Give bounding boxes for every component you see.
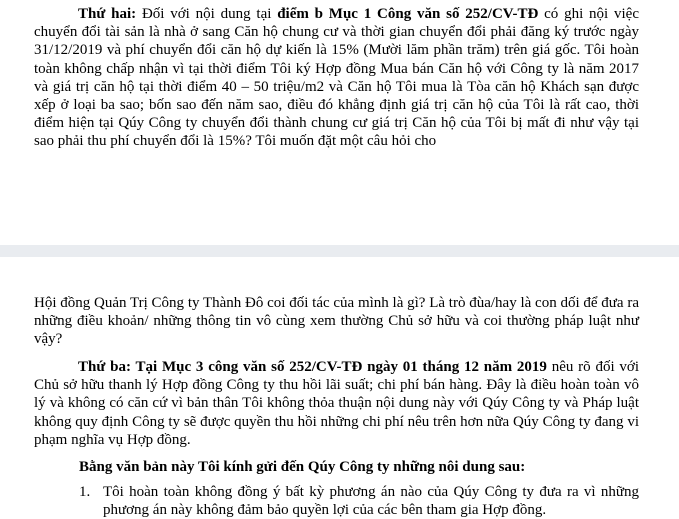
document-page-2 (0, 257, 679, 519)
list-number: 1. (79, 484, 91, 500)
bold-reference: Tại Mục 3 công văn số 252/CV-TĐ ngày 01 tháng 12 năm 2019 (130, 359, 547, 375)
text-segment: nêu rõ đối với Chủ sở hữu thanh lý Hợp đồng Công ty thu hồi lãi suất; chi phí bán hàng. Đây là điều hoàn toàn vô lý và không có căn cứ vì bản thân Tôi không thỏa thuận nội dung này với Qúy Công ty và Pháp luật không quy định Công ty sẽ được quyền thu hồi những chi phí nêu trên hơn nữa Qúy Công ty đang vi phạm nghĩa vụ Hợp đồng. (34, 359, 640, 448)
paragraph-continuation: Hội đồng Quản Trị Công ty Thành Đô coi đối tác của mình là gì? Là trò đùa/hay là con dối để đưa ra những điều khoản/ những thông tin vô cùng xem thường Chủ sở hữu và coi thường pháp luật như vậy? (34, 295, 639, 348)
label-thu-ba: Thứ ba: (78, 359, 131, 375)
section-heading: Bằng văn bản này Tôi kính gửi đến Qúy Công ty những nôi dung sau: (79, 459, 526, 475)
paragraph-thu-ba (34, 358, 639, 449)
paragraph-thu-hai (34, 5, 639, 151)
bold-reference: điểm b Mục 1 Công văn số 252/CV-TĐ (277, 6, 539, 22)
text-segment: Đối với nội dung tại (136, 6, 278, 22)
document-page-1 (0, 0, 679, 245)
list-text: Tôi hoàn toàn không đồng ý bất kỳ phương án nào của Qúy Công ty đưa ra vì những phương án này không đảm bảo quyền lợi của các bên tham gia Hợp đồng. (103, 484, 639, 519)
label-thu-hai: Thứ hai: (78, 6, 137, 22)
page-gap (0, 245, 679, 257)
text-segment: có ghi nội việc chuyển đổi tài sản là nhà ở sang Căn hộ chung cư và thời gian chuyển đổi phải đăng ký trước ngày 31/12/2019 và phí chuyển đổi căn hộ dự kiến là 15% (Mười lăm phần trăm) trên giá gốc. Tôi hoàn toàn không chấp nhận vì tại thời điểm Tôi ký Hợp đồng Mua bán Căn hộ với Công ty là năm 2017 và giá trị căn hộ tại thời điểm 40 – 50 triệu/m2 và Căn hộ Tôi mua là Tòa căn hộ Khách sạn được xếp ở loại ba sao; bốn sao đến năm sao, điều đó khẳng định giá trị căn hộ của Tôi là rất cao, thời điểm hiện tại Qúy Công ty chuyển đổi thành chung cư giá trị Căn hộ của Tôi bị mất đi như vậy tại sao phải thu phí chuyển đổi là 15%? Tôi muốn đặt một câu hỏi cho (34, 6, 639, 150)
